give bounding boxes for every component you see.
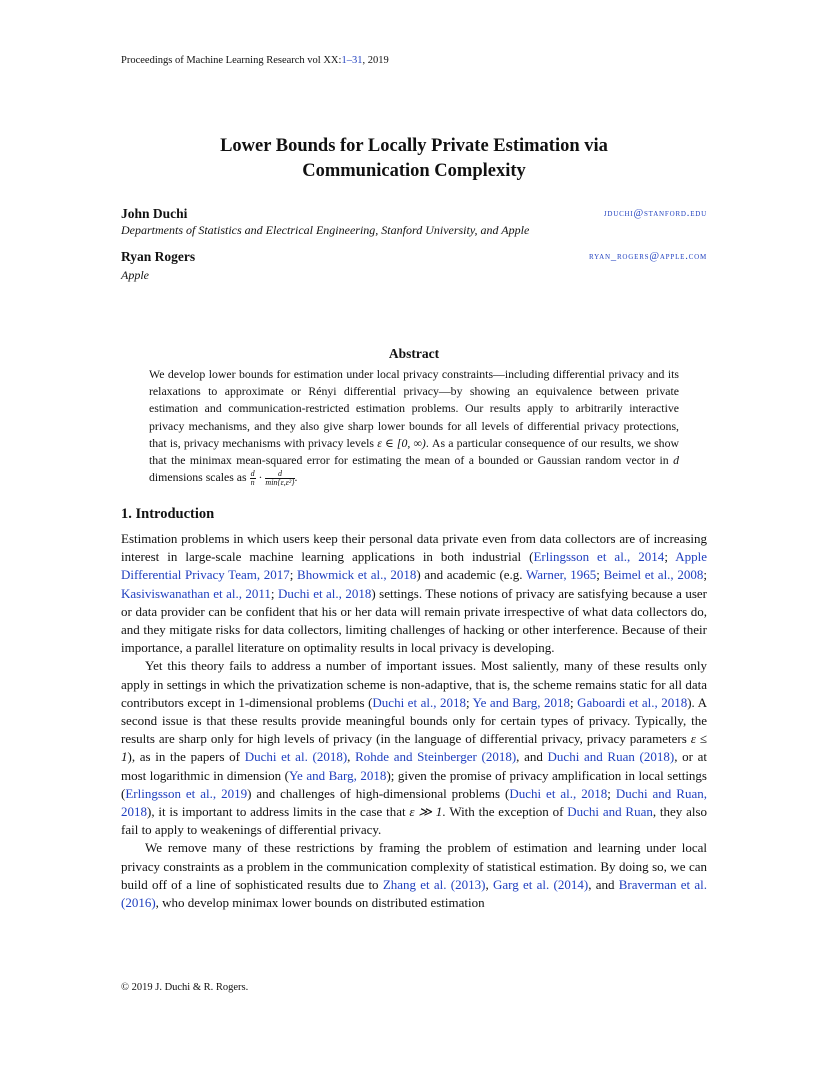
fraction-d-over-min: $\frac{d}{\text{min\{ε,ε²\}}}$	[265, 469, 295, 488]
citation-link[interactable]: Gaboardi et al., 2018	[577, 694, 688, 710]
journal-year: , 2019	[362, 55, 389, 66]
dot-operator: ·	[255, 470, 266, 485]
citation-link[interactable]: Ye and Barg, 2018	[288, 767, 387, 783]
paragraph	[121, 657, 707, 839]
pages-link[interactable]: 1–31	[341, 55, 363, 66]
citation-link[interactable]: Braverman et al. (2016)	[121, 876, 707, 911]
running-head	[121, 55, 389, 66]
citation-link[interactable]: Ye and Barg, 2018	[472, 694, 570, 710]
abstract-text: dimensions scales as	[149, 470, 250, 485]
author-affiliation-1: Departments of Statistics and Electrical Engineering, Stanford University, and Apple	[121, 223, 530, 237]
paragraph-text: . With the exception of	[442, 804, 568, 820]
paragraph-text: ) and challenges of high-dimensional problems (	[247, 785, 510, 801]
author-name-2: Ryan Rogers	[121, 249, 196, 264]
abstract-body	[149, 366, 679, 487]
author-email-2[interactable]: ryan_rogers@apple.com	[589, 251, 707, 262]
paragraph-text: ), it is important to address limits in the case that	[147, 804, 410, 820]
citation-link[interactable]: Erlingsson et al., 2014	[533, 549, 665, 565]
paragraph	[121, 530, 707, 657]
citation-link[interactable]: Beimel et al., 2008	[603, 567, 704, 583]
paragraph-text: ); given the promise of privacy amplification in local settings (	[121, 767, 707, 801]
paragraph-text: ;	[270, 585, 278, 601]
citation-link[interactable]: Erlingsson et al., 2019	[125, 785, 248, 801]
paragraph-text: ) settings. These notions of privacy are satisfying because a user or data provider can be confident that his or her data will remain private irrespective of what data collectors do, and they mitigate risks for data collectors, limiting challenges of hacking or other interference. Because of their importance, a parallel literature on optimality results in local privacy is developing.	[121, 585, 707, 656]
abstract-text: . As a particular consequence of our results, we show that the minimax mean-squared error for estimating the mean of a bounded or Gaussian random vector in	[149, 435, 679, 468]
citation-link[interactable]: Zhang et al. (2013)	[382, 876, 486, 892]
abstract-math-eps: ε ∈ [0, ∞)	[377, 435, 426, 450]
paragraph	[121, 839, 707, 912]
paragraph-text: ;	[596, 567, 604, 583]
abstract-text: We develop lower bounds for estimation under local privacy constraints—including differential privacy and its relaxations to approximate or Rényi differential privacy—by showing an equivalence between private estimation and communication-restricted estimation problems. Our results apply to arbitrarily interactive privacy mechanisms, and they also give sharp lower bounds for all levels of differential privacy protections, that is, privacy mechanisms with privacy levels	[149, 367, 679, 450]
paragraph-text: ). A second issue is that these results provide meaningful bounds only for certain types of privacy. Typically, the results are sharp only for high levels of privacy (in the language of differential privacy, privacy parameters	[121, 694, 707, 747]
citation-link[interactable]: Duchi and Ruan, 2018	[121, 785, 707, 820]
title-line-1: Lower Bounds for Locally Private Estimation via	[220, 136, 608, 156]
fraction-d-over-n: $\frac{d}{n}$	[250, 469, 255, 488]
copyright-footer: © 2019 J. Duchi & R. Rogers.	[121, 982, 249, 993]
citation-link[interactable]: Rohde and Steinberger (2018)	[355, 749, 517, 765]
paragraph-text: ), as in the papers of	[127, 749, 245, 765]
paragraph-text: We remove many of these restrictions by framing the problem of estimation and learning under local privacy constraints as a problem in the communication complexity of statistical estimation. By doing so, we can build off of a line of sophisticated results due to	[121, 840, 707, 892]
paragraph-text: ;	[664, 549, 676, 565]
abstract-math-d: d	[673, 453, 679, 468]
citation-link[interactable]: Duchi et al., 2018	[277, 585, 372, 601]
paragraph-text: ;	[569, 694, 578, 710]
paragraph-text: , or at most logarithmic in dimension (	[121, 749, 707, 783]
introduction-body	[121, 530, 707, 912]
paragraph-text: ) and academic (e.g.	[416, 567, 526, 583]
paragraph-text: ,	[347, 749, 356, 765]
inline-math: ε ≫ 1	[409, 804, 443, 820]
citation-link[interactable]: Duchi et al., 2018	[372, 694, 466, 710]
citation-link[interactable]: Kasiviswanathan et al., 2011	[121, 585, 271, 601]
citation-link[interactable]: Duchi and Ruan	[567, 804, 653, 820]
citation-link[interactable]: Apple Differential Privacy Team, 2017	[121, 549, 707, 583]
paragraph-text: ;	[465, 694, 473, 710]
citation-link[interactable]: Garg et al. (2014)	[492, 876, 589, 892]
paragraph-text: , who develop minimax lower bounds on distributed estimation	[155, 895, 485, 911]
paragraph-text: Estimation problems in which users keep their personal data private even from data collectors are of increasing interest in large-scale machine learning applications in both industrial (	[121, 531, 707, 565]
abstract-text: .	[294, 470, 298, 485]
citation-link[interactable]: Warner, 1965	[525, 567, 597, 583]
section-heading-introduction: 1. Introduction	[121, 506, 215, 522]
citation-link[interactable]: Duchi and Ruan (2018)	[547, 749, 675, 765]
arxiv-sidebar-stamp	[6, 265, 56, 765]
paragraph-text: ;	[703, 567, 707, 583]
journal-name: Proceedings of Machine Learning Research vol XX:	[121, 55, 342, 66]
paragraph-text: ;	[289, 567, 298, 583]
paragraph-text: ,	[485, 876, 493, 892]
citation-link[interactable]: Bhowmick et al., 2018	[297, 567, 417, 583]
paragraph-text: ;	[607, 785, 616, 801]
paragraph-text: Yet this theory fails to address a number of important issues. Most saliently, many of these results only apply in settings in which the privatization scheme is non-adaptive, that is, the scheme remains static for all data contributors except in 1-dimensional problems (	[121, 658, 707, 710]
citation-link[interactable]: Duchi et al. (2018)	[244, 749, 348, 765]
paragraph-text: , and	[516, 749, 548, 765]
paper-title	[121, 134, 707, 184]
paragraph-text: , and	[588, 876, 619, 892]
inline-math: ε ≤ 1	[121, 731, 707, 765]
paragraph-text: , they also fail to apply to weakenings of differential privacy.	[121, 804, 708, 838]
citation-link[interactable]: Duchi et al., 2018	[509, 785, 608, 801]
author-email-1[interactable]: jduchi@stanford.edu	[603, 208, 707, 219]
abstract-heading: Abstract	[388, 346, 440, 361]
author-name-1: John Duchi	[121, 206, 188, 221]
author-affiliation-2: Apple	[121, 268, 149, 282]
title-line-2: Communication Complexity	[302, 161, 526, 181]
